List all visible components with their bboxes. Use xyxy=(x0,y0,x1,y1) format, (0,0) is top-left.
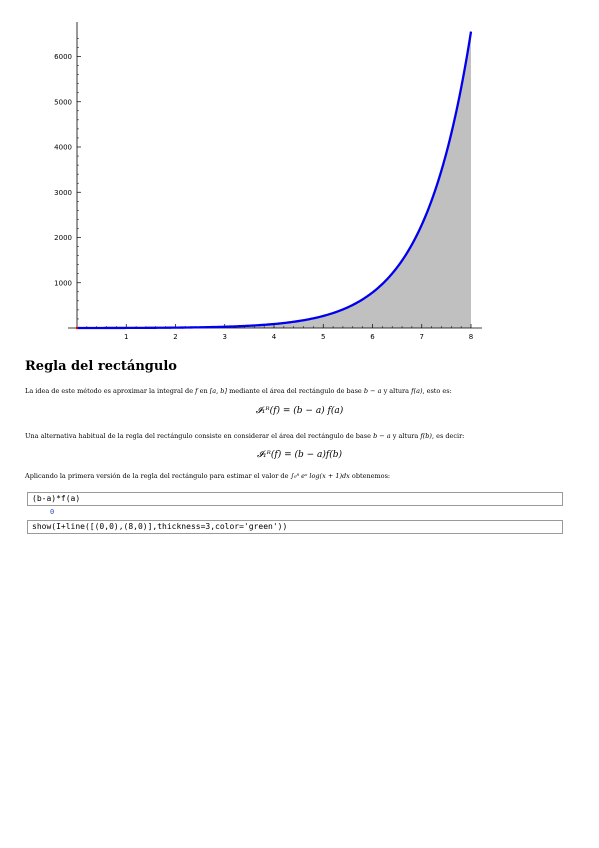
integral-area xyxy=(77,32,471,328)
code-cell-output-1: 0 xyxy=(50,508,55,516)
x-tick-label-2: 2 xyxy=(173,333,178,341)
paragraph-3: Aplicando la primera versión de la regla del rectángulo para estimar el valor de ∫₀⁸ eˣ log(x + 1)dx obtenemos: xyxy=(25,472,391,480)
y-tick-label-6000: 6000 xyxy=(54,53,72,61)
origin-marker xyxy=(76,327,78,329)
x-tick-label-3: 3 xyxy=(222,333,227,341)
section-title: Regla del rectángulo xyxy=(25,359,177,374)
y-tick-label-2000: 2000 xyxy=(54,234,72,242)
formula-2: 𝓘₁ᴿ(f) = (b − a)f(b) xyxy=(256,450,343,460)
paragraph-2: Una alternativa habitual de la regla del rectángulo consiste en considerar el área del rectángulo de base b − a y altura f(b), es decir: xyxy=(25,432,465,440)
formula-1: 𝓘₁ᴿ(f) = (b − a) f(a) xyxy=(255,406,344,416)
x-tick-label-6: 6 xyxy=(370,333,375,341)
x-tick-label-1: 1 xyxy=(124,333,129,341)
x-tick-label-5: 5 xyxy=(321,333,326,341)
y-tick-label-1000: 1000 xyxy=(54,279,72,288)
y-tick-label-5000: 5000 xyxy=(54,98,72,107)
integral-plot xyxy=(0,0,599,345)
paragraph-1: La idea de este método es aproximar la integral de f en [a, b] mediante el área del rectángulo de base b − a y altura f(a), esto es: xyxy=(25,387,452,395)
code-cell-input-2[interactable]: show(I+line([(0,0),(8,0)],thickness=3,color='green')) xyxy=(27,520,563,534)
y-tick-label-3000: 3000 xyxy=(54,188,72,197)
x-tick-label-7: 7 xyxy=(419,333,424,341)
x-tick-label-4: 4 xyxy=(271,333,277,341)
code-cell-input-1[interactable]: (b-a)*f(a) xyxy=(27,492,563,506)
x-tick-label-8: 8 xyxy=(468,333,474,341)
y-tick-label-4000: 4000 xyxy=(54,143,72,152)
